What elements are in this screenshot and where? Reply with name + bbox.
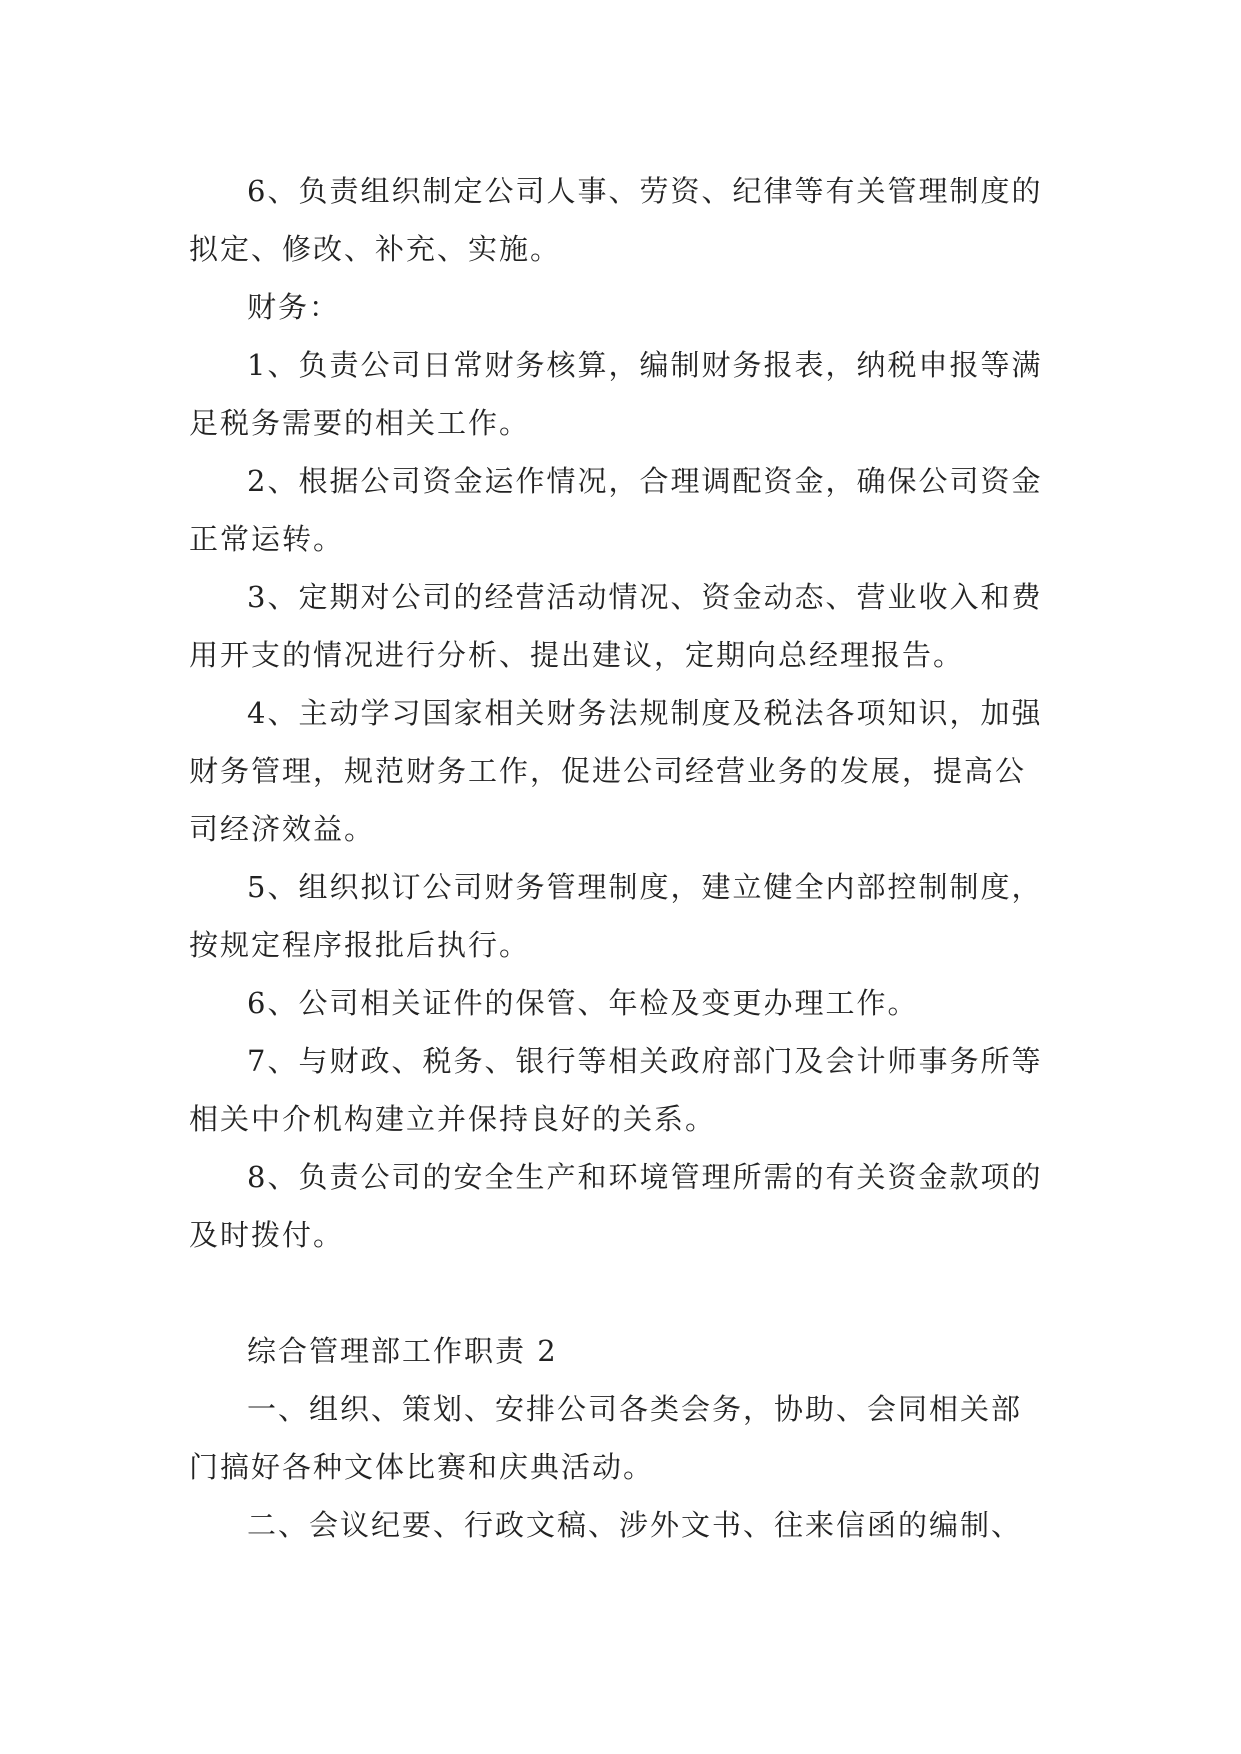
paragraph-finance-item-5: 5、组织拟订公司财务管理制度，建立健全内部控制制度，按规定程序报批后执行。: [189, 870, 1043, 962]
paragraph-finance-item-8: 8、负责公司的安全生产和环境管理所需的有关资金款项的及时拨付。: [189, 1160, 1043, 1252]
paragraph-hr-item-6: 6、负责组织制定公司人事、劳资、纪律等有关管理制度的拟定、修改、补充、实施。: [189, 174, 1043, 266]
paragraph-finance-item-3: 3、定期对公司的经营活动情况、资金动态、营业收入和费用开支的情况进行分析、提出建议，定期向总经理报告。: [189, 580, 1043, 672]
paragraph-finance-heading: 财务：: [247, 290, 341, 324]
document-body: [189, 162, 1049, 1554]
paragraph-admin-item-2: 二、会议纪要、行政文稿、涉外文书、往来信函的编制、: [247, 1508, 1023, 1542]
paragraph-finance-item-7: 7、与财政、税务、银行等相关政府部门及会计师事务所等相关中介机构建立并保持良好的关系。: [189, 1044, 1043, 1136]
paragraph-finance-item-1: 1、负责公司日常财务核算，编制财务报表，纳税申报等满足税务需要的相关工作。: [189, 348, 1043, 440]
paragraph-finance-item-2: 2、根据公司资金运作情况，合理调配资金，确保公司资金正常运转。: [189, 464, 1043, 556]
paragraph-finance-item-6: 6、公司相关证件的保管、年检及变更办理工作。: [247, 986, 919, 1020]
section-title: 综合管理部工作职责 2: [247, 1334, 558, 1368]
paragraph-admin-item-1: 一、组织、策划、安排公司各类会务，协助、会同相关部门搞好各种文体比赛和庆典活动。: [189, 1392, 1023, 1484]
paragraph-finance-item-4: 4、主动学习国家相关财务法规制度及税法各项知识，加强财务管理，规范财务工作，促进公司经营业务的发展，提高公司经济效益。: [189, 696, 1043, 846]
